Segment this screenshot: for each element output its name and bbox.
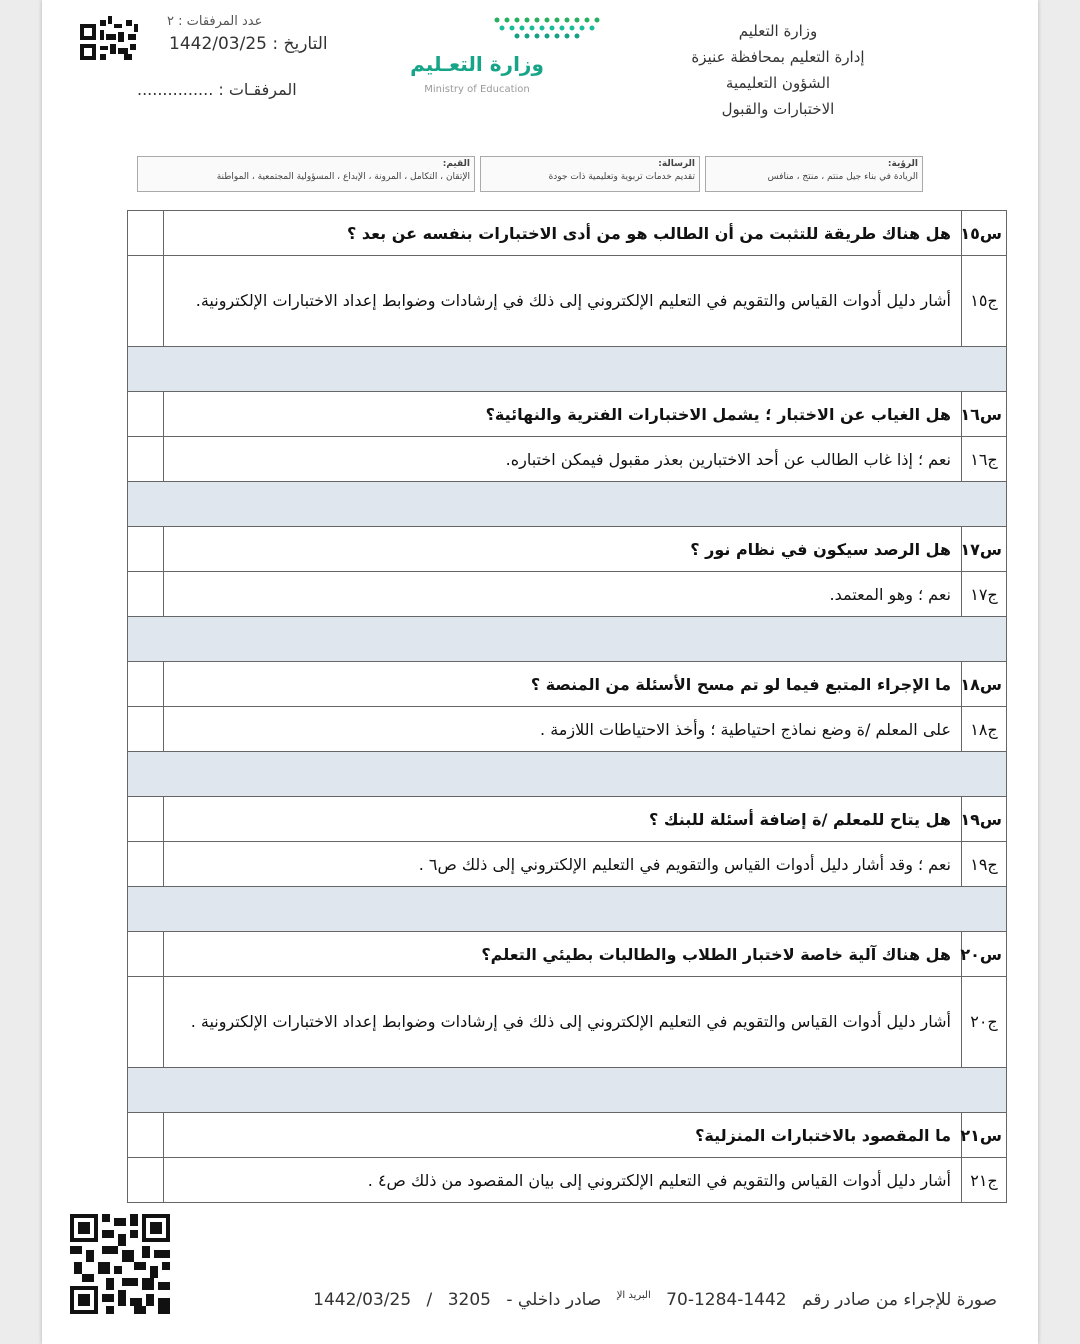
values-text: الإتقان ، التكامل ، المرونة ، الإبداع ، المسؤولية المجتمعية ، المواطنة <box>216 172 470 182</box>
date-line <box>169 34 328 54</box>
ministry-name: وزارة التعليم <box>738 22 818 40</box>
mission-text: تقديم خدمات تربوية وتعليمية ذات جودة <box>548 172 695 182</box>
empty-cell <box>128 662 164 707</box>
values-title: القيم: <box>442 159 470 169</box>
footer-issued-date: 1442/03/25 <box>313 1290 412 1310</box>
question-number: س١٩ <box>962 797 1007 842</box>
question-text: هل هناك طريقة للتثبت من أن الطالب هو من أدى الاختبارات بنفسه عن بعد ؟ <box>164 211 962 256</box>
answer-number: ج١٦ <box>962 437 1007 482</box>
separator-cell <box>128 887 1007 932</box>
qr-code-icon <box>80 12 154 60</box>
empty-cell <box>128 572 164 617</box>
empty-cell <box>128 256 164 347</box>
question-text: ما المقصود بالاختبارات المنزلية؟ <box>164 1113 962 1158</box>
answer-number: ج١٨ <box>962 707 1007 752</box>
question-number: س١٧ <box>962 527 1007 572</box>
answer-row <box>128 1158 1007 1203</box>
logo-english-text: Ministry of Education <box>424 84 530 95</box>
qa-table-body <box>128 211 1007 1203</box>
question-row <box>128 797 1007 842</box>
footer-copy-label: صورة للإجراء من صادر رقم <box>802 1290 997 1310</box>
question-number: س٢١ <box>962 1113 1007 1158</box>
empty-cell <box>128 211 164 256</box>
section-name: الاختبارات والقبول <box>721 100 835 118</box>
footer-copy-number: 1442-1284-70 <box>666 1290 787 1310</box>
date-label: التاريخ : <box>272 34 328 54</box>
letterhead <box>648 18 908 122</box>
answer-row <box>128 256 1007 347</box>
empty-cell <box>128 932 164 977</box>
answer-text: نعم ؛ وهو المعتمد. <box>164 572 962 617</box>
answer-text: أشار دليل أدوات القياس والتقويم في التعليم الإلكتروني إلى ذلك في إرشادات وضوابط إعداد الاختبارات الإلكترونية . <box>164 977 962 1068</box>
answer-number: ج٢٠ <box>962 977 1007 1068</box>
answer-row <box>128 842 1007 887</box>
logo-arabic-text: وزارة التعـليم <box>410 52 544 76</box>
separator-cell <box>128 752 1007 797</box>
answer-row <box>128 437 1007 482</box>
empty-cell <box>128 1158 164 1203</box>
answer-number: ج٢١ <box>962 1158 1007 1203</box>
empty-cell <box>128 527 164 572</box>
answer-text: أشار دليل أدوات القياس والتقويم في التعليم الإلكتروني إلى ذلك في إرشادات وضوابط إعداد الاختبارات الإلكترونية. <box>164 256 962 347</box>
vision-box <box>705 156 923 192</box>
footer-line <box>227 1290 997 1310</box>
empty-cell <box>128 1113 164 1158</box>
question-text: هل يتاح للمعلم /ة إضافة أسئلة للبنك ؟ <box>164 797 962 842</box>
question-number: س١٥ <box>962 211 1007 256</box>
separator-row <box>128 887 1007 932</box>
separator-row <box>128 482 1007 527</box>
question-row <box>128 932 1007 977</box>
answer-row <box>128 977 1007 1068</box>
question-row <box>128 1113 1007 1158</box>
question-text: ما الإجراء المتبع فيما لو تم مسح الأسئلة من المنصة ؟ <box>164 662 962 707</box>
qa-table <box>127 210 1007 1203</box>
separator-row <box>128 617 1007 662</box>
empty-cell <box>128 797 164 842</box>
attachments-label: المرفقـات : <box>218 80 297 99</box>
question-text: هل الرصد سيكون في نظام نور ؟ <box>164 527 962 572</box>
ministry-logo <box>407 12 607 102</box>
vision-title: الرؤية: <box>887 159 918 169</box>
answer-number: ج١٩ <box>962 842 1007 887</box>
mission-box <box>480 156 700 192</box>
empty-cell <box>128 842 164 887</box>
question-row <box>128 211 1007 256</box>
answer-row <box>128 707 1007 752</box>
question-row <box>128 662 1007 707</box>
question-number: س١٨ <box>962 662 1007 707</box>
empty-cell <box>128 707 164 752</box>
affairs-name: الشؤون التعليمية <box>725 74 831 92</box>
separator-row <box>128 347 1007 392</box>
answer-text: على المعلم /ة وضع نماذج احتياطية ؛ وأخذ الاحتياطات اللازمة . <box>164 707 962 752</box>
answer-text: أشار دليل أدوات القياس والتقويم في التعليم الإلكتروني إلى بيان المقصود من ذلك ص٤ . <box>164 1158 962 1203</box>
question-text: هل الغياب عن الاختبار ؛ يشمل الاختبارات الفترية والنهائية؟ <box>164 392 962 437</box>
empty-cell <box>128 437 164 482</box>
answer-row <box>128 572 1007 617</box>
separator-cell <box>128 617 1007 662</box>
separator-cell <box>128 482 1007 527</box>
attachments-count: عدد المرفقات : ٢ <box>167 14 263 29</box>
document-page <box>42 0 1038 1344</box>
attachments-line <box>137 80 297 99</box>
empty-cell <box>128 392 164 437</box>
qr-code-icon <box>70 1214 170 1314</box>
separator-row <box>128 1068 1007 1113</box>
logo-dots-icon <box>487 14 607 44</box>
answer-number: ج١٧ <box>962 572 1007 617</box>
footer-mail-label: البريد الإ <box>616 1290 651 1302</box>
question-row <box>128 527 1007 572</box>
footer-issued-label: صادر داخلي - <box>506 1290 602 1310</box>
question-row <box>128 392 1007 437</box>
separator-cell <box>128 347 1007 392</box>
question-number: س٢٠ <box>962 932 1007 977</box>
empty-cell <box>128 977 164 1068</box>
footer-separator: / <box>426 1290 433 1310</box>
question-text: هل هناك آلية خاصة لاختبار الطلاب والطالبات بطيئي التعلم؟ <box>164 932 962 977</box>
date-value: 1442/03/25 <box>169 34 267 54</box>
question-number: س١٦ <box>962 392 1007 437</box>
separator-cell <box>128 1068 1007 1113</box>
separator-row <box>128 752 1007 797</box>
footer-issued-number: 3205 <box>447 1290 491 1310</box>
department-name: إدارة التعليم بمحافظة عنيزة <box>691 48 865 66</box>
vision-text: الريادة في بناء جيل منتم ، منتج ، منافس <box>767 172 918 182</box>
answer-text: نعم ؛ إذا غاب الطالب عن أحد الاختبارين بعذر مقبول فيمكن اختباره. <box>164 437 962 482</box>
attachments-dots: ............... <box>137 80 214 99</box>
answer-text: نعم ؛ وقد أشار دليل أدوات القياس والتقويم في التعليم الإلكتروني إلى ذلك ص٦ . <box>164 842 962 887</box>
mission-title: الرسالة: <box>658 159 695 169</box>
answer-number: ج١٥ <box>962 256 1007 347</box>
values-box <box>137 156 475 192</box>
